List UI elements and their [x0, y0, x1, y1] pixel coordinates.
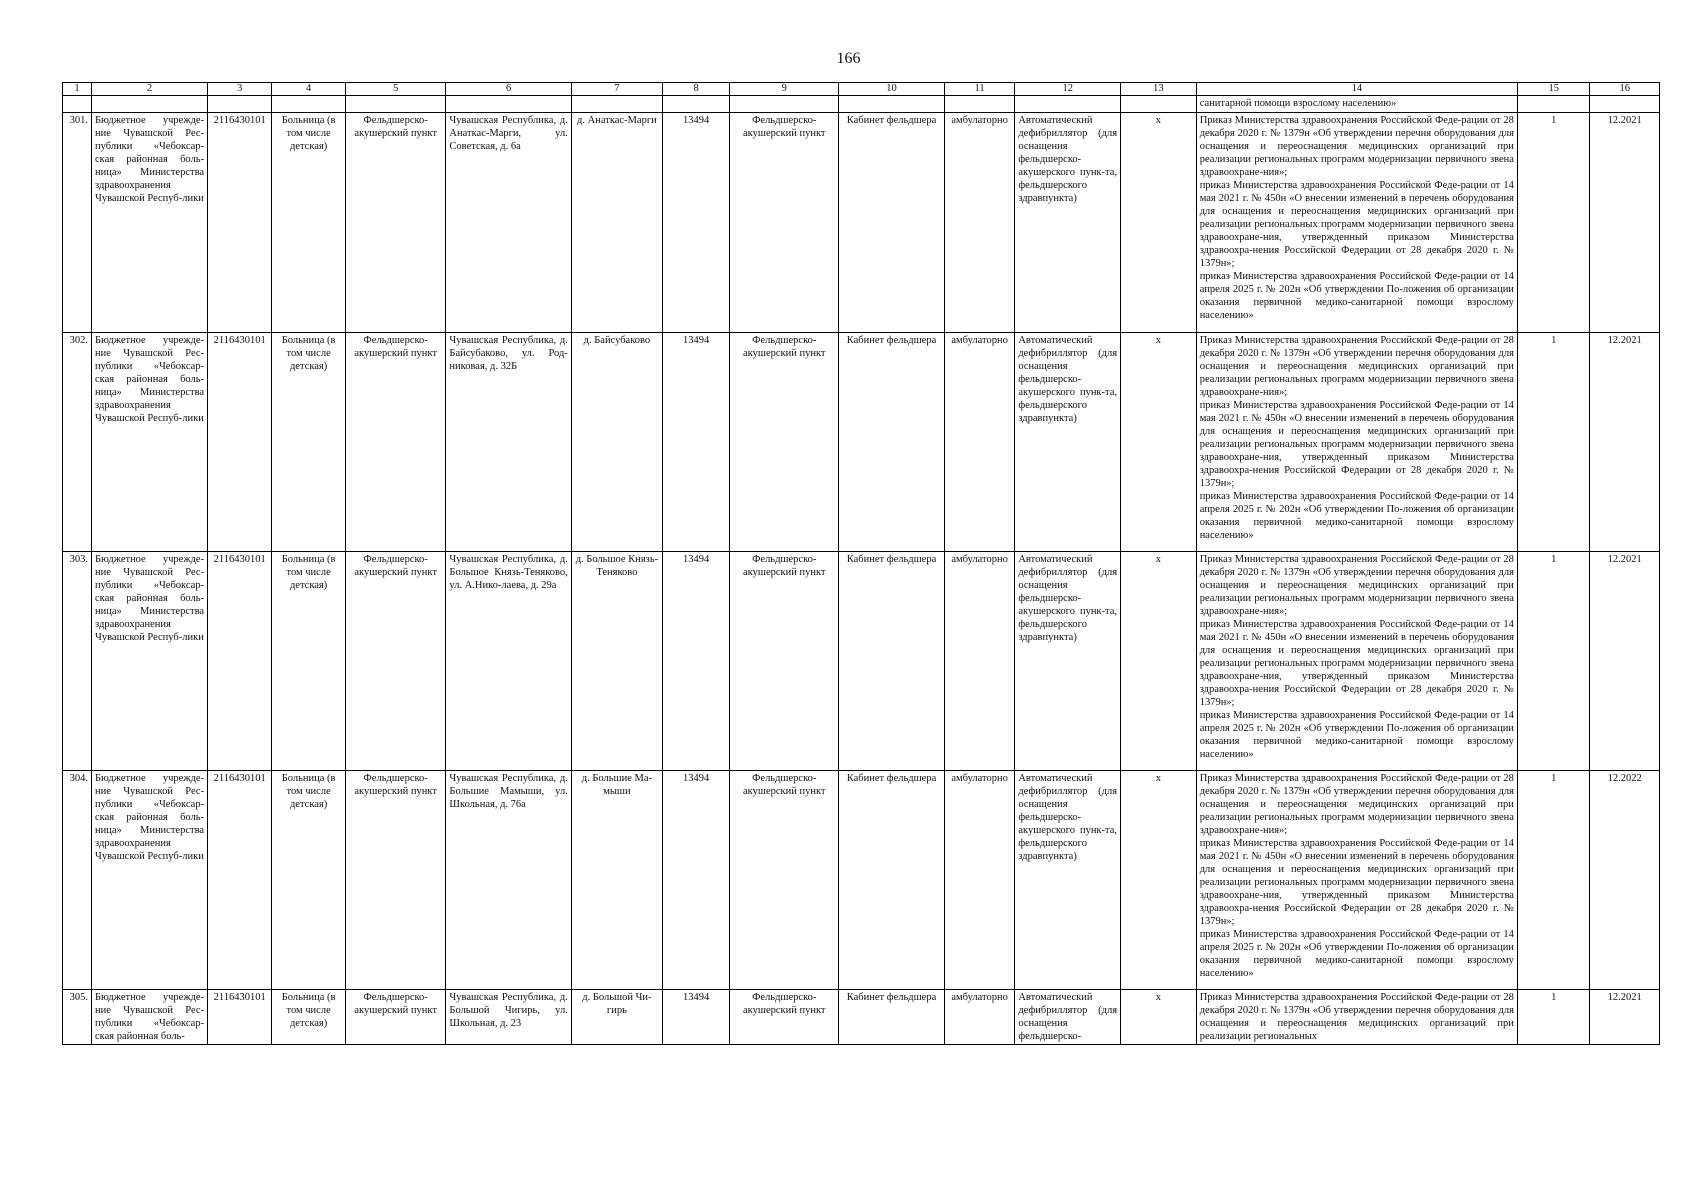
- inn-cell: 2116430101: [208, 333, 272, 552]
- column-number-cell: 8: [663, 83, 730, 96]
- facility-type-cell: Больница (в том числе детская): [272, 552, 346, 771]
- locality-cell: д. Большое Князь-Теняково: [571, 552, 662, 771]
- locality-cell: д. Большие Ма-мыши: [571, 771, 662, 990]
- mark-cell: х: [1121, 333, 1197, 552]
- column-number-cell: 10: [839, 83, 945, 96]
- basis-cell: Приказ Министерства здравоохранения Российской Феде-рации от 28 декабря 2020 г. № 1379н «Об утверждении перечня оборудования для оснащения и переоснащения медицинских организаций при реализации региональных программ модернизации первичного звена здравоохране-ния»; приказ Министерства здравоохранения Российской Феде-рации от 14 мая 2021 г. № 450н «О внесении изменений в перечень оборудования для оснащения и переоснащения медицинских организаций при реализации региональных программ модернизации первичного звена здравоохране-ния, утвержденный приказом Министерства здравоохра-нения Российской Федерации от 28 декабря 2020 г. № 1379н»; приказ Министерства здравоохранения Российской Феде-рации от 14 апреля 2025 г. № 202н «Об утверждении По-ложения об организации оказания первичной медико-санитарной помощи взрослому населению»: [1196, 771, 1517, 990]
- column-number-cell: 16: [1590, 83, 1660, 96]
- facility-type-cell: Больница (в том числе детская): [272, 333, 346, 552]
- mark-cell: х: [1121, 552, 1197, 771]
- column-number-row: [63, 83, 1660, 96]
- code-cell: 13494: [663, 113, 730, 333]
- mode-cell: амбулаторно: [944, 552, 1014, 771]
- room-cell: Кабинет фельдшера: [839, 552, 945, 771]
- mark-cell: х: [1121, 113, 1197, 333]
- column-number-cell: 12: [1015, 83, 1121, 96]
- column-number-cell: 6: [446, 83, 571, 96]
- empty-cell: [208, 96, 272, 113]
- subdivision-cell: Фельдшерско-акушерский пункт: [730, 771, 839, 990]
- inn-cell: 2116430101: [208, 113, 272, 333]
- inn-cell: 2116430101: [208, 990, 272, 1045]
- subdivision-cell: Фельдшерско-акушерский пункт: [730, 333, 839, 552]
- basis-cell: Приказ Министерства здравоохранения Российской Феде-рации от 28 декабря 2020 г. № 1379н «Об утверждении перечня оборудования для оснащения и переоснащения медицинских организаций при реализации региональных программ модернизации первичного звена здравоохране-ния»; приказ Министерства здравоохранения Российской Феде-рации от 14 мая 2021 г. № 450н «О внесении изменений в перечень оборудования для оснащения и переоснащения медицинских организаций при реализации региональных программ модернизации первичного звена здравоохране-ния, утвержденный приказом Министерства здравоохра-нения Российской Федерации от 28 декабря 2020 г. № 1379н»; приказ Министерства здравоохранения Российской Феде-рации от 14 апреля 2025 г. № 202н «Об утверждении По-ложения об организации оказания первичной медико-санитарной помощи взрослому населению»: [1196, 552, 1517, 771]
- unit-cell: Фельдшерско-акушерский пункт: [345, 552, 446, 771]
- unit-cell: Фельдшерско-акушерский пункт: [345, 990, 446, 1045]
- column-number-cell: 15: [1517, 83, 1590, 96]
- organization-cell: Бюджетное учрежде-ние Чувашской Рес-публики «Чебоксар-ская районная боль-: [92, 990, 208, 1045]
- quantity-cell: 1: [1517, 113, 1590, 333]
- empty-cell: [944, 96, 1014, 113]
- equipment-cell: Автоматический дефибриллятор (для оснащения фельдшерско-акушерского пунк-та, фельдшерского здравпункта): [1015, 771, 1121, 990]
- date-cell: 12.2022: [1590, 771, 1660, 990]
- date-cell: 12.2021: [1590, 552, 1660, 771]
- mode-cell: амбулаторно: [944, 113, 1014, 333]
- room-cell: Кабинет фельдшера: [839, 771, 945, 990]
- row-number-cell: 305.: [63, 990, 92, 1045]
- empty-cell: [92, 96, 208, 113]
- facility-type-cell: Больница (в том числе детская): [272, 771, 346, 990]
- address-cell: Чувашская Республика, д. Большое Князь-Теняково, ул. А.Нико-лаева, д. 29а: [446, 552, 571, 771]
- row-number-cell: 303.: [63, 552, 92, 771]
- organization-cell: Бюджетное учрежде-ние Чувашской Рес-публики «Чебоксар-ская районная боль-ница» Министерства здравоохранения Чувашской Респуб-лики: [92, 771, 208, 990]
- address-cell: Чувашская Республика, д. Большой Чигирь, ул. Школьная, д. 23: [446, 990, 571, 1045]
- room-cell: Кабинет фельдшера: [839, 990, 945, 1045]
- table-row: [63, 771, 1660, 990]
- table-row: [63, 113, 1660, 333]
- equipment-cell: Автоматический дефибриллятор (для оснащения фельдшерско-акушерского пунк-та, фельдшерского здравпункта): [1015, 113, 1121, 333]
- locality-cell: д. Анаткас-Марги: [571, 113, 662, 333]
- unit-cell: Фельдшерско-акушерский пункт: [345, 113, 446, 333]
- column-number-cell: 9: [730, 83, 839, 96]
- empty-cell: [1590, 96, 1660, 113]
- quantity-cell: 1: [1517, 771, 1590, 990]
- page-number: 166: [836, 50, 861, 67]
- code-cell: 13494: [663, 990, 730, 1045]
- row-number-cell: 301.: [63, 113, 92, 333]
- column-number-cell: 13: [1121, 83, 1197, 96]
- continuation-basis-cell: санитарной помощи взрослому населению»: [1196, 96, 1517, 113]
- organization-cell: Бюджетное учрежде-ние Чувашской Рес-публики «Чебоксар-ская районная боль-ница» Министерства здравоохранения Чувашской Респуб-лики: [92, 552, 208, 771]
- unit-cell: Фельдшерско-акушерский пункт: [345, 771, 446, 990]
- subdivision-cell: Фельдшерско-акушерский пункт: [730, 990, 839, 1045]
- column-number-cell: 14: [1196, 83, 1517, 96]
- equipment-cell: Автоматический дефибриллятор (для оснащения фельдшерско-акушерского пунк-та, фельдшерского здравпункта): [1015, 333, 1121, 552]
- locality-cell: д. Байсубаково: [571, 333, 662, 552]
- room-cell: Кабинет фельдшера: [839, 113, 945, 333]
- basis-cell: Приказ Министерства здравоохранения Российской Феде-рации от 28 декабря 2020 г. № 1379н «Об утверждении перечня оборудования для оснащения и переоснащения медицинских организаций при реализации региональных: [1196, 990, 1517, 1045]
- empty-cell: [63, 96, 92, 113]
- facility-type-cell: Больница (в том числе детская): [272, 113, 346, 333]
- column-number-cell: 3: [208, 83, 272, 96]
- mark-cell: х: [1121, 771, 1197, 990]
- equipment-cell: Автоматический дефибриллятор (для оснащения фельдшерско-акушерского пунк-та, фельдшерского здравпункта): [1015, 552, 1121, 771]
- empty-cell: [730, 96, 839, 113]
- mode-cell: амбулаторно: [944, 990, 1014, 1045]
- address-cell: Чувашская Республика, д. Байсубаково, ул. Род-никовая, д. 32Б: [446, 333, 571, 552]
- facility-type-cell: Больница (в том числе детская): [272, 990, 346, 1045]
- subdivision-cell: Фельдшерско-акушерский пункт: [730, 552, 839, 771]
- column-number-cell: 5: [345, 83, 446, 96]
- table-row: [63, 990, 1660, 1045]
- quantity-cell: 1: [1517, 990, 1590, 1045]
- registry-table: [62, 82, 1660, 1045]
- empty-cell: [345, 96, 446, 113]
- row-number-cell: 304.: [63, 771, 92, 990]
- inn-cell: 2116430101: [208, 771, 272, 990]
- organization-cell: Бюджетное учрежде-ние Чувашской Рес-публики «Чебоксар-ская районная боль-ница» Министерства здравоохранения Чувашской Респуб-лики: [92, 113, 208, 333]
- continuation-row: [63, 96, 1660, 113]
- code-cell: 13494: [663, 771, 730, 990]
- table-row: [63, 333, 1660, 552]
- column-number-cell: 2: [92, 83, 208, 96]
- inn-cell: 2116430101: [208, 552, 272, 771]
- basis-cell: Приказ Министерства здравоохранения Российской Феде-рации от 28 декабря 2020 г. № 1379н «Об утверждении перечня оборудования для оснащения и переоснащения медицинских организаций при реализации региональных программ модернизации первичного звена здравоохране-ния»; приказ Министерства здравоохранения Российской Феде-рации от 14 мая 2021 г. № 450н «О внесении изменений в перечень оборудования для оснащения и переоснащения медицинских организаций при реализации региональных программ модернизации первичного звена здравоохране-ния, утвержденный приказом Министерства здравоохра-нения Российской Федерации от 28 декабря 2020 г. № 1379н»; приказ Министерства здравоохранения Российской Феде-рации от 14 апреля 2025 г. № 202н «Об утверждении По-ложения об организации оказания первичной медико-санитарной помощи взрослому населению»: [1196, 113, 1517, 333]
- basis-cell: Приказ Министерства здравоохранения Российской Феде-рации от 28 декабря 2020 г. № 1379н «Об утверждении перечня оборудования для оснащения и переоснащения медицинских организаций при реализации региональных программ модернизации первичного звена здравоохране-ния»; приказ Министерства здравоохранения Российской Феде-рации от 14 мая 2021 г. № 450н «О внесении изменений в перечень оборудования для оснащения и переоснащения медицинских организаций при реализации региональных программ модернизации первичного звена здравоохране-ния, утвержденный приказом Министерства здравоохра-нения Российской Федерации от 28 декабря 2020 г. № 1379н»; приказ Министерства здравоохранения Российской Феде-рации от 14 апреля 2025 г. № 202н «Об утверждении По-ложения об организации оказания первичной медико-санитарной помощи взрослому населению»: [1196, 333, 1517, 552]
- mode-cell: амбулаторно: [944, 771, 1014, 990]
- empty-cell: [1517, 96, 1590, 113]
- table-row: [63, 552, 1660, 771]
- row-number-cell: 302.: [63, 333, 92, 552]
- quantity-cell: 1: [1517, 552, 1590, 771]
- empty-cell: [663, 96, 730, 113]
- quantity-cell: 1: [1517, 333, 1590, 552]
- empty-cell: [839, 96, 945, 113]
- mark-cell: х: [1121, 990, 1197, 1045]
- locality-cell: д. Большой Чи-гирь: [571, 990, 662, 1045]
- date-cell: 12.2021: [1590, 333, 1660, 552]
- column-number-cell: 1: [63, 83, 92, 96]
- empty-cell: [1015, 96, 1121, 113]
- subdivision-cell: Фельдшерско-акушерский пункт: [730, 113, 839, 333]
- column-number-cell: 11: [944, 83, 1014, 96]
- organization-cell: Бюджетное учрежде-ние Чувашской Рес-публики «Чебоксар-ская районная боль-ница» Министерства здравоохранения Чувашской Респуб-лики: [92, 333, 208, 552]
- address-cell: Чувашская Республика, д. Большие Мамыши, ул. Школьная, д. 76а: [446, 771, 571, 990]
- empty-cell: [1121, 96, 1197, 113]
- empty-cell: [571, 96, 662, 113]
- empty-cell: [446, 96, 571, 113]
- date-cell: 12.2021: [1590, 990, 1660, 1045]
- unit-cell: Фельдшерско-акушерский пункт: [345, 333, 446, 552]
- empty-cell: [272, 96, 346, 113]
- column-number-cell: 7: [571, 83, 662, 96]
- mode-cell: амбулаторно: [944, 333, 1014, 552]
- code-cell: 13494: [663, 552, 730, 771]
- address-cell: Чувашская Республика, д. Анаткас-Марги, ул. Советская, д. 6а: [446, 113, 571, 333]
- date-cell: 12.2021: [1590, 113, 1660, 333]
- room-cell: Кабинет фельдшера: [839, 333, 945, 552]
- equipment-cell: Автоматический дефибриллятор (для оснащения фельдшерско-: [1015, 990, 1121, 1045]
- code-cell: 13494: [663, 333, 730, 552]
- column-number-cell: 4: [272, 83, 346, 96]
